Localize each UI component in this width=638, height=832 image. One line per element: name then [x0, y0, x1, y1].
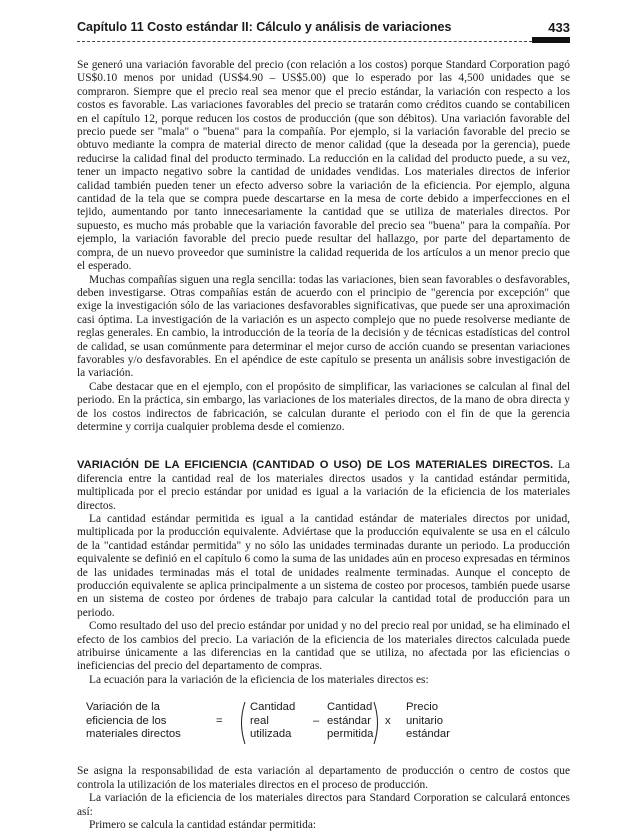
paragraph-timing: Cabe destacar que en el ejemplo, con el propósito de simplificar, las variaciones se calculan al final del periodo. En la práctica, sin embargo, las variaciones de los materiales directos, de la mano de obra directa y de los costos indirectos de fabricación, se calculan durante el periodo con el fin de que la gerencia determine y corrija cualquier problema desde el comienzo. [77, 380, 570, 433]
equation-lhs: Variación de la eficiencia de los materiales directos [86, 701, 181, 741]
body-text [77, 59, 570, 832]
paragraph-efficiency-intro [77, 459, 570, 513]
section-spacer [77, 434, 570, 459]
page-number: 433 [548, 20, 570, 35]
chapter-title: Capítulo 11 Costo estándar II: Cálculo y análisis de variaciones [77, 20, 452, 34]
paragraph-calculation-intro: La variación de la eficiencia de los materiales directos para Standard Corporation se calculará entonces así: [77, 792, 570, 818]
left-parenthesis [237, 701, 247, 745]
paragraph-equation-intro: La ecuación para la variación de la eficiencia de los materiales directos es: [89, 673, 429, 686]
efficiency-definition: La diferencia entre la cantidad real de los materiales directos usados y la cantidad estándar permitida, multiplicada por el precio estándar por unidad es igual a la variación de la eficiencia de los materiales directos. [77, 459, 570, 512]
paragraph-investigation: Muchas compañías siguen una regla sencilla: todas las variaciones, bien sean favorables o desfavorables, deben investigarse. Otras compañías están de acuerdo con el principio de "gerencia por excepción" que exige la investigación sólo de las variaciones desfavorables significativas, que puede ser una aproximación casi óptima. La investigación de la variación es un aspecto complejo que no puede resolverse mediante de reglas generales. En cambio, la introducción de la teoría de la decisión y de técnicas estadísticas del control de calidad, se usan comúnmente para determinar el mejor curso de acción cuando se presentan variaciones favorables y/o desfavorables. En el apéndice de este capítulo se presenta un análisis sobre investigación de la variación. [77, 273, 570, 380]
equals-sign: = [216, 715, 223, 728]
equation-actual-quantity: Cantidad real utilizada [250, 701, 296, 741]
equation-standard-quantity: Cantidad estándar permitida [327, 701, 374, 741]
paragraph-first-step: Primero se calcula la cantidad estándar permitida: [89, 818, 317, 831]
times-sign: x [385, 715, 391, 728]
paragraph-price-variance: Se generó una variación favorable del precio (con relación a los costos) porque Standard Corporation pagó US$0.10 menos por unidad (US$4.90 – US$5.00) que lo esperado por las 4,500 unidades que se compraron. Siempre que el precio real sea menor que el precio estándar, la variación con respecto a los costos es favorable. Las variaciones favorables del precio se tratarán como créditos cuando se contabilicen en el capítulo 12, porque reducen los costos de producción (que son débitos). Una variación favorable del precio puede ser "mala" o "buena" para la compañía. Por ejemplo, si la variación favorable del precio se obtuvo mediante la compra de material directo de menor calidad (que la deseada por la gerencia), puede reducirse la calidad final del producto terminado. La reducción en la calidad del producto puede, a su vez, tener un impacto negativo sobre la cantidad de unidades vendidas. Los materiales directos de inferior calidad también pueden tener un efecto adverso sobre la variación de la eficiencia. Por ejemplo, alguna cantidad de la tela que se compra puede descartarse en la mesa de corte debido a imperfecciones en el tejido, aumentando por tanto innecesariamente la cantidad que se utiliza de materiales directos. Por supuesto, es mucho más probable que la variación favorable del precio sea "buena" para la compañía. Por ejemplo, la variación favorable del precio puede resultar del hallazgo, por parte del departamento de compra, de un nuevo proveedor que suministre la calidad requerida de los artículos a un menor precio que el esperado. [77, 59, 570, 273]
equation-standard-price: Precio unitario estándar [406, 701, 450, 741]
efficiency-variance-equation [77, 701, 570, 751]
header-block-mark [532, 37, 570, 43]
section-heading: VARIACIÓN DE LA EFICIENCIA (CANTIDAD O USO) DE LOS MATERIALES DIRECTOS. [77, 459, 554, 472]
header-rule [77, 41, 532, 42]
paragraph-standard-quantity: La cantidad estándar permitida es igual a la cantidad estándar de materiales directos por unidad, multiplicada por la producción equivalente. Adviértase que la producción equivalente se usa en el cálculo de la "cantidad estándar permitida" y no sólo las unidades terminadas durante un periodo. La producción equivalente se definió en el capítulo 6 como la suma de las unidades aún en proceso expresadas en términos de las unidades terminadas más el total de unidades realmente terminadas. Aunque el concepto de producción equivalente se aplica principalmente a un sistema de costeo por procesos, también puede usarse en un sistema de costeo por órdenes de trabajo para calcular la cantidad total de producción para un periodo. [77, 513, 570, 619]
paragraph-standard-price: Como resultado del uso del precio estándar por unidad y no del precio real por unidad, se ha eliminado el efecto de los cambios del precio. La variación de la eficiencia de los materiales directos calculada puede atribuirse únicamente a las diferencias en la cantidad que se utiliza, no afectada por las eficiencias o ineficiencias del precio del departamento de compras. [77, 620, 570, 673]
paragraph-responsibility: Se asigna la responsabilidad de esta variación al departamento de producción o centro de costos que controla la utilización de los materiales directos en el proceso de producción. [77, 765, 570, 791]
right-parenthesis [372, 701, 382, 745]
minus-sign: – [313, 715, 320, 728]
running-header [77, 20, 570, 36]
